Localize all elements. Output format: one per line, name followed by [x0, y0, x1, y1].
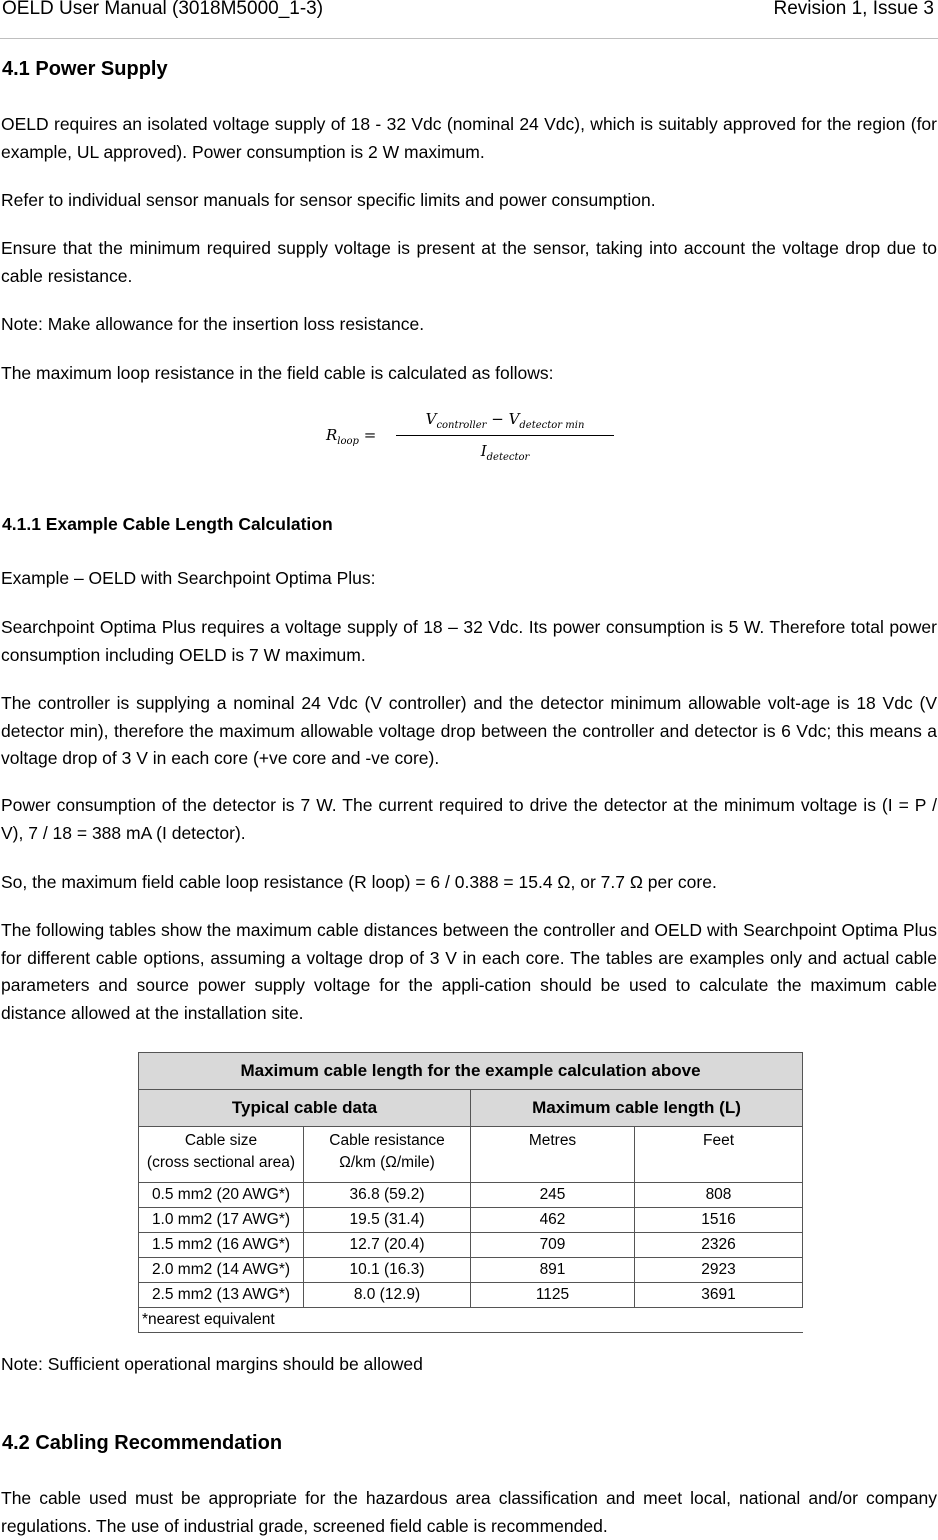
table-footnote: *nearest equivalent	[139, 1308, 803, 1333]
cell-feet: 2923	[635, 1258, 803, 1283]
cell-metres: 1125	[471, 1283, 635, 1308]
paragraph-searchpoint-supply: Searchpoint Optima Plus requires a voltage supply of 18 – 32 Vdc. Its power consumption is 5 W. Therefore total power consumption including OELD is 7 W maximum.	[1, 617, 937, 665]
section-4-2-heading: 4.2 Cabling Recommendation	[2, 1432, 283, 1454]
cell-feet: 3691	[635, 1283, 803, 1308]
section-4-1-heading: 4.1 Power Supply	[2, 58, 168, 80]
paragraph-current-calc: Power consumption of the detector is 7 W. The current required to drive the detector at the minimum voltage is (I = P / V), 7 / 18 = 388 mA (I detector).	[1, 795, 937, 843]
paragraph-example-intro: Example – OELD with Searchpoint Optima Plus:	[1, 568, 376, 588]
cable-length-table	[138, 1052, 803, 1333]
paragraph-loop-resistance-result: So, the maximum field cable loop resistance (R loop) = 6 / 0.388 = 15.4 Ω, or 7.7 Ω per core.	[1, 872, 717, 892]
column-header-feet: Feet	[635, 1127, 803, 1183]
cell-cable-resistance: 8.0 (12.9)	[304, 1283, 471, 1308]
cell-cable-resistance: 10.1 (16.3)	[304, 1258, 471, 1283]
cell-feet: 2326	[635, 1233, 803, 1258]
cell-cable-size: 1.0 mm2 (17 AWG*)	[139, 1208, 304, 1233]
cell-cable-resistance: 36.8 (59.2)	[304, 1183, 471, 1208]
column-header-cable-size: Cable size (cross sectional area)	[139, 1127, 304, 1183]
cell-metres: 709	[471, 1233, 635, 1258]
paragraph-min-voltage: Ensure that the minimum required supply voltage is present at the sensor, taking into account the voltage drop due to cable resistance.	[1, 238, 937, 286]
section-4-1-1-heading: 4.1.1 Example Cable Length Calculation	[2, 514, 333, 534]
cell-cable-resistance: 19.5 (31.4)	[304, 1208, 471, 1233]
paragraph-sensor-manuals: Refer to individual sensor manuals for sensor specific limits and power consumption.	[1, 190, 656, 210]
cell-metres: 891	[471, 1258, 635, 1283]
cell-cable-size: 1.5 mm2 (16 AWG*)	[139, 1233, 304, 1258]
cell-cable-size: 2.5 mm2 (13 AWG*)	[139, 1283, 304, 1308]
cell-cable-size: 0.5 mm2 (20 AWG*)	[139, 1183, 304, 1208]
cell-feet: 808	[635, 1183, 803, 1208]
cell-metres: 245	[471, 1183, 635, 1208]
table-row	[139, 1208, 803, 1233]
table-row	[139, 1183, 803, 1208]
note-operational-margins: Note: Sufficient operational margins should be allowed	[1, 1354, 423, 1374]
paragraph-controller-supply: The controller is supplying a nominal 24 Vdc (V controller) and the detector minimum allowable volt-age is 18 Vdc (V detector min), therefore the maximum allowable voltage drop between the controller and detector is 6 Vdc; this means a voltage drop of 3 V in each core (+ve core and -ve core).	[1, 693, 937, 768]
paragraph-power-requirement: OELD requires an isolated voltage supply of 18 - 32 Vdc (nominal 24 Vdc), which is suitably approved for the region (for example, UL approved). Power consumption is 2 W maximum.	[1, 114, 937, 162]
table-row	[139, 1283, 803, 1308]
paragraph-tables-intro: The following tables show the maximum cable distances between the controller and OELD with Searchpoint Optima Plus for different cable options, assuming a voltage drop of 3 V in each core. The tables are examples only and actual cable parameters and source power supply voltage for the appli-cation should be used to calculate the maximum cable distance allowed at the installation site.	[1, 920, 937, 1023]
table-title: Maximum cable length for the example calculation above	[139, 1053, 803, 1090]
cell-feet: 1516	[635, 1208, 803, 1233]
formula-denominator: $I_{detector}$	[480, 442, 530, 463]
cell-metres: 462	[471, 1208, 635, 1233]
page-header	[0, 0, 938, 39]
table-row	[139, 1233, 803, 1258]
paragraph-cable-regulations: The cable used must be appropriate for the hazardous area classification and meet local, national and/or company regulations. The use of industrial grade, screened field cable is recommended.	[1, 1488, 937, 1536]
table-group-typical-cable-data: Typical cable data	[139, 1090, 471, 1127]
paragraph-loop-resistance-intro: The maximum loop resistance in the field cable is calculated as follows:	[1, 363, 554, 383]
column-header-metres: Metres	[471, 1127, 635, 1183]
column-header-cable-resistance: Cable resistance Ω/km (Ω/mile)	[304, 1127, 471, 1183]
header-revision: Revision 1, Issue 3	[773, 0, 934, 19]
table-group-max-cable-length: Maximum cable length (L)	[471, 1090, 803, 1127]
cell-cable-size: 2.0 mm2 (14 AWG*)	[139, 1258, 304, 1283]
formula-fraction	[396, 402, 614, 463]
table-row	[139, 1258, 803, 1283]
cell-cable-resistance: 12.7 (20.4)	[304, 1233, 471, 1258]
formula-lhs: $R_{loop}$ =	[326, 426, 377, 447]
header-manual-title: OELD User Manual (3018M5000_1-3)	[2, 0, 324, 19]
formula-numerator: $V_{controller} - V_{detector min}$	[396, 402, 614, 436]
paragraph-insertion-loss-note: Note: Make allowance for the insertion loss resistance.	[1, 314, 425, 334]
